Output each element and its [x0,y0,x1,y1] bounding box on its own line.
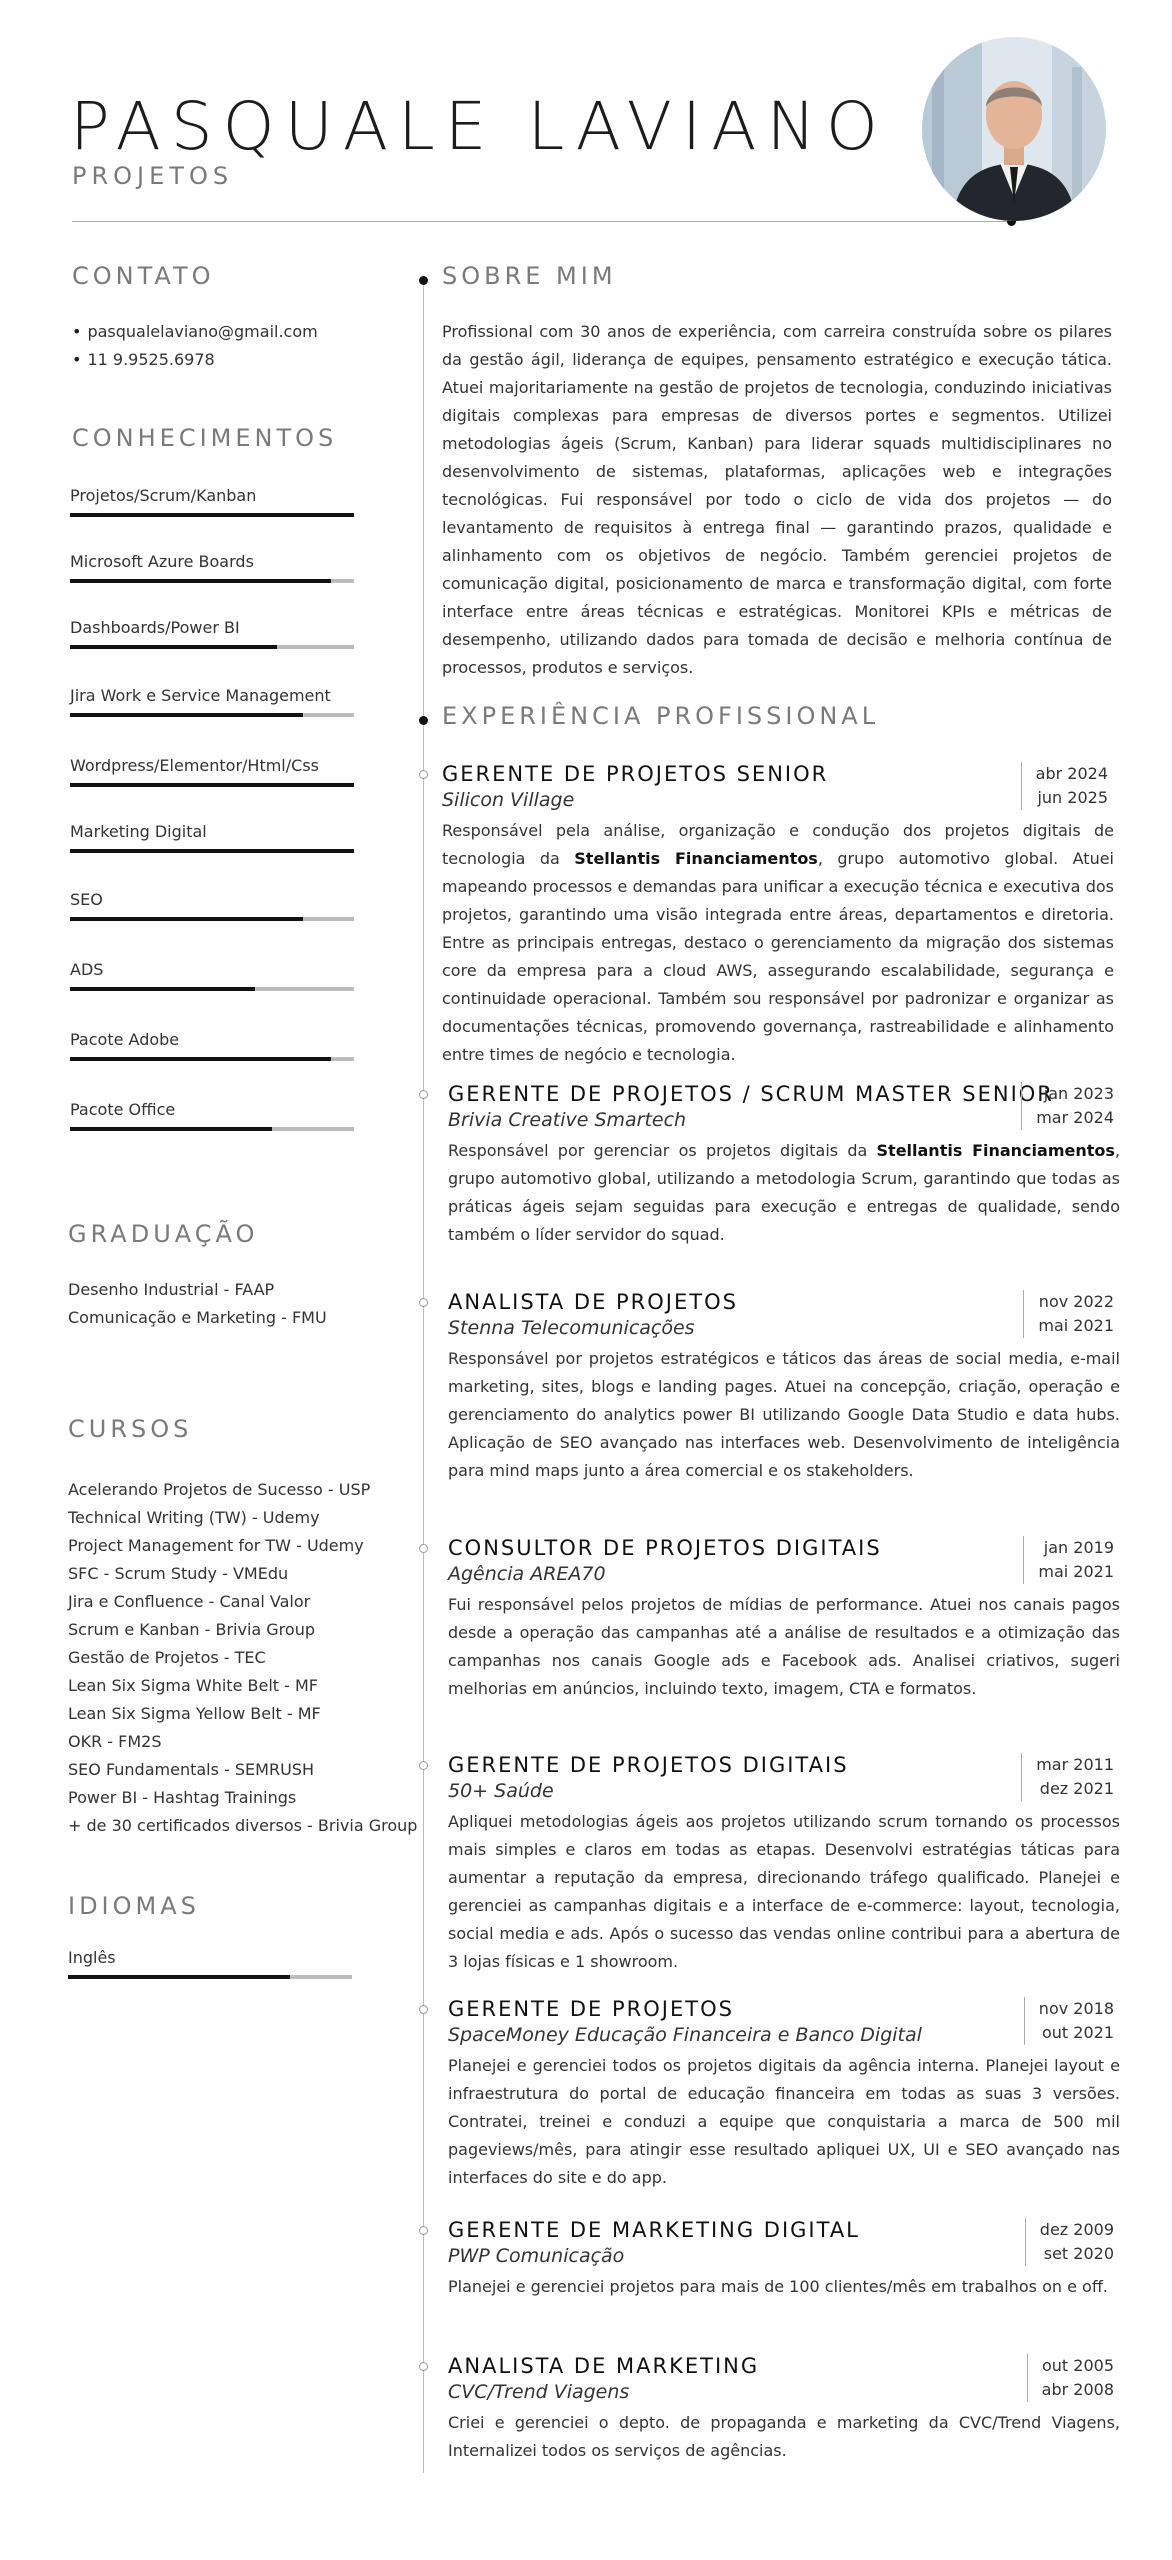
job-dates [1021,1082,1114,1130]
timeline-dot-experience [419,716,428,725]
language-item [68,1948,352,1979]
timeline-marker [419,2362,428,2371]
job-title: ANALISTA DE PROJETOS [448,1290,738,1314]
job-description [448,1808,1120,1976]
job-description-text: Planejei e gerenciei projetos para mais de 100 clientes/mês em trabalhos on e off. [448,2277,1108,2296]
course-item: Lean Six Sigma Yellow Belt - MF [68,1704,321,1723]
skill-item [70,756,354,787]
course-item: SFC - Scrum Study - VMEdu [68,1564,289,1583]
job-description [448,2409,1120,2465]
job-company: PWP Comunicação [448,2245,625,2267]
course-item: Lean Six Sigma White Belt - MF [68,1676,318,1695]
job-title: GERENTE DE MARKETING DIGITAL [448,2218,860,2242]
job-description-highlight: Stellantis Financiamentos [876,1141,1115,1160]
job-title: ANALISTA DE MARKETING [448,2354,760,2378]
skill-label: SEO [70,890,103,909]
contact-email[interactable]: • pasqualelaviano@gmail.com [72,318,318,346]
skill-item [70,1100,354,1131]
job-dates [1021,1753,1114,1801]
job-entry [448,2218,1120,2301]
skill-item [70,552,354,583]
candidate-name: PASQUALE LAVIANO [70,88,888,165]
skill-label: Jira Work e Service Management [70,686,331,705]
job-dates [1024,1997,1114,2045]
course-item: SEO Fundamentals - SEMRUSH [68,1760,314,1779]
about-heading: SOBRE MIM [442,262,617,290]
job-description-text: Apliquei metodologias ágeis aos projetos utilizando scrum tornando os processos mais simples e claros em todas as etapas. Desenvolvi estratégias táticas para aumentar a reputação da empresa, direcionando tráfego qualificado. Planejei e gerenciei as campanhas digitais e a interface de e-commerce: layout, tecnologia, social media e ads. Após o sucesso das vendas online contribui para a abertura de 3 lojas físicas e 1 showroom. [448,1812,1120,1971]
job-date-start: abr 2024 [1035,764,1108,783]
job-date-start: dez 2009 [1039,2220,1114,2239]
job-dates [1023,1290,1114,1338]
skill-bar-fill [70,713,303,717]
profile-photo-illustration [922,37,1106,221]
job-description [448,1137,1120,1249]
experience-heading: EXPERIÊNCIA PROFISSIONAL [442,702,880,730]
skill-bar-fill [70,1127,272,1131]
course-item: Gestão de Projetos - TEC [68,1648,266,1667]
skill-item [70,486,354,517]
skill-bar-track [70,513,354,517]
job-description-text: Responsável por gerenciar os projetos digitais da [448,1141,877,1160]
timeline-line [423,278,424,2473]
contact-phone[interactable]: • 11 9.9525.6978 [72,346,318,374]
skill-label: Wordpress/Elementor/Html/Css [70,756,319,775]
skill-item [70,686,354,717]
courses-heading: CURSOS [68,1415,193,1443]
education-item: Comunicação e Marketing - FMU [68,1308,327,1327]
skill-label: ADS [70,960,104,979]
job-description-text: Responsável pela análise, organização e condução dos projetos digitais de tecnologia da [442,821,1114,868]
course-item: Jira e Confluence - Canal Valor [68,1592,311,1611]
job-date-end: mar 2024 [1036,1108,1114,1127]
job-description [448,1591,1120,1703]
job-entry [442,762,1114,1069]
skill-label: Dashboards/Power BI [70,618,240,637]
job-dates [1025,2218,1114,2266]
job-title: GERENTE DE PROJETOS SENIOR [442,762,829,786]
job-title: GERENTE DE PROJETOS DIGITAIS [448,1753,849,1777]
skill-bar-track [70,579,354,583]
skill-bar-track [70,849,354,853]
job-description [442,817,1114,1069]
job-date-start: jan 2023 [1043,1084,1114,1103]
skill-bar-fill [70,1057,331,1061]
skill-bar-fill [70,645,277,649]
skill-item [70,890,354,921]
contact-heading: CONTATO [72,262,215,290]
course-item: Scrum e Kanban - Brivia Group [68,1620,315,1639]
job-date-end: dez 2021 [1039,1779,1114,1798]
job-date-start: jan 2019 [1043,1538,1114,1557]
job-company: Agência AREA70 [448,1563,606,1585]
skill-label: Microsoft Azure Boards [70,552,254,571]
skill-bar-track [70,1057,354,1061]
languages-heading: IDIOMAS [68,1892,200,1920]
timeline-marker [419,2005,428,2014]
course-item: Power BI - Hashtag Trainings [68,1788,297,1807]
skill-item [70,960,354,991]
job-description-text: Criei e gerenciei o depto. de propaganda e marketing da CVC/Trend Viagens, Internalizei todos os serviços de agências. [448,2413,1120,2460]
timeline-marker [419,1761,428,1770]
skill-bar-fill [70,917,303,921]
job-entry [448,1536,1120,1703]
skill-bar-fill [70,849,354,853]
job-date-end: mai 2021 [1038,1316,1114,1335]
about-text: Profissional com 30 anos de experiência, com carreira construída sobre os pilares da gestão ágil, liderança de equipes, pensamento estratégico e execução tática. Atuei majoritariamente na gestão de projetos de tecnologia, conduzindo iniciativas digitais complexas para empresas de diversos portes e segmentos. Utilizei metodologias ágeis (Scrum, Kanban) para liderar squads multidisciplinares no desenvolvimento de sistemas, plataformas, aplicações web e integrações tecnológicas. Fui responsável por todo o ciclo de vida dos projetos — do levantamento de requisitos à entrega final — garantindo prazos, qualidade e alinhamento com os objetivos de negócio. Também gerenciei projetos de comunicação digital, posicionamento de marca e transformação digital, com forte interface entre áreas técnicas e estratégicas. Monitorei KPIs e métricas de desempenho, utilizando dados para tomada de decisão e melhoria contínua de processos, produtos e serviços. [442,322,1112,677]
job-title: CONSULTOR DE PROJETOS DIGITAIS [448,1536,882,1560]
job-description-text: Responsável por projetos estratégicos e táticos das áreas de social media, e-mail marketing, sites, blogs e landing pages. Atuei na concepção, criação, operação e gerenciamento do analytics power BI utilizando Google Data Studio e data hubs. Aplicação de SEO avançado nas interfaces web. Desenvolvimento de inteligência para mind maps junto a área comercial e os stakeholders. [448,1349,1120,1480]
course-item: OKR - FM2S [68,1732,162,1751]
job-date-end: abr 2008 [1041,2380,1114,2399]
language-bar-fill [68,1975,290,1979]
education-item: Desenho Industrial - FAAP [68,1280,275,1299]
job-dates [1023,1536,1114,1584]
skill-label: Pacote Adobe [70,1030,180,1049]
job-date-end: set 2020 [1043,2244,1114,2263]
job-description-text: Fui responsável pelos projetos de mídias de performance. Atuei nos canais pagos desde a operação das campanhas até a análise de resultados e a otimização das campanhas nos canais Google ads e Facebook ads. Analisei criativos, sugeri melhorias em anúncios, incluindo texto, imagem, CTA e formatos. [448,1595,1120,1698]
course-item: Technical Writing (TW) - Udemy [68,1508,320,1527]
course-item: Acelerando Projetos de Sucesso - USP [68,1480,371,1499]
job-description-highlight: Stellantis Financiamentos [574,849,818,868]
job-description-text-end: , grupo automotivo global. Atuei mapeando processos e demandas para unificar a execução técnica e executiva dos projetos, garantindo uma visão integrada entre áreas, departamentos e diretoria. Entre as principais entregas, destaco o gerenciamento da migração dos sistemas core da empresa para a cloud AWS, assegurando escalabilidade, segurança e continuidade operacional. Também sou responsável por padronizar e organizar as documentações técnicas, promovendo governança, rastreabilidade e alinhamento entre times de negócio e tecnologia. [442,849,1114,1064]
skill-bar-track [70,713,354,717]
skill-label: Marketing Digital [70,822,207,841]
job-company: Brivia Creative Smartech [448,1109,687,1131]
job-date-end: out 2021 [1041,2023,1114,2042]
timeline-marker [419,1298,428,1307]
skill-item [70,1030,354,1061]
skill-bar-track [70,1127,354,1131]
job-description [448,2052,1120,2192]
skill-bar-fill [70,987,255,991]
job-description-text-end: , grupo automotivo global, utilizando a metodologia Scrum, garantindo que todas as práticas ágeis sejam seguidas para execução e entregas de qualidade, sendo também o líder servidor do squad. [448,1141,1120,1244]
skill-label: Projetos/Scrum/Kanban [70,486,257,505]
job-title: GERENTE DE PROJETOS [448,1997,734,2021]
skill-item [70,822,354,853]
job-entry [448,2354,1120,2465]
job-date-start: nov 2018 [1038,1999,1114,2018]
candidate-subtitle: PROJETOS [72,162,234,190]
job-date-end: jun 2025 [1037,788,1108,807]
skill-bar-fill [70,579,331,583]
job-company: Stenna Telecomunicações [448,1317,695,1339]
timeline-dot-about [419,276,428,285]
skill-bar-track [70,645,354,649]
skill-bar-fill [70,783,354,787]
profile-photo [922,37,1106,221]
timeline-marker [419,770,428,779]
job-company: 50+ Saúde [448,1780,554,1802]
skill-label: Pacote Office [70,1100,176,1119]
job-company: CVC/Trend Viagens [448,2381,630,2403]
job-company: Silicon Village [442,789,575,811]
job-description [448,2273,1120,2301]
header-divider [72,221,1012,222]
language-label: Inglês [68,1948,116,1967]
job-date-end: mai 2021 [1038,1562,1114,1581]
job-title: GERENTE DE PROJETOS / SCRUM MASTER SENIOR [448,1082,1054,1106]
contact-list [72,318,318,374]
job-description [448,1345,1120,1485]
language-bar-track [68,1975,352,1979]
skill-bar-track [70,917,354,921]
job-company: SpaceMoney Educação Financeira e Banco Digital [448,2024,922,2046]
course-item: Project Management for TW - Udemy [68,1536,364,1555]
job-dates [1021,762,1108,810]
job-entry [448,1082,1120,1249]
job-date-start: nov 2022 [1038,1292,1114,1311]
timeline-marker [419,1090,428,1099]
skills-heading: CONHECIMENTOS [72,424,338,452]
job-entry [448,1290,1120,1485]
education-heading: GRADUAÇÃO [68,1220,259,1248]
courses-list [68,1476,417,1840]
education-list [68,1276,327,1332]
job-entry [448,1753,1120,1976]
job-dates [1027,2354,1114,2402]
timeline-marker [419,1544,428,1553]
skill-bar-fill [70,513,354,517]
skill-item [70,618,354,649]
course-item: + de 30 certificados diversos - Brivia Group [68,1816,418,1835]
timeline-marker [419,2226,428,2235]
job-description-text: Planejei e gerenciei todos os projetos digitais da agência interna. Planejei layout e infraestrutura do portal de educação financeira em todas as suas 3 versões. Contratei, treinei e conduzi a equipe que conquistaria a marca de 500 mil pageviews/mês, para atingir esse resultado apliquei UX, UI e SEO avançado nas interfaces do site e do app. [448,2056,1120,2187]
job-date-start: mar 2011 [1036,1755,1114,1774]
job-date-start: out 2005 [1041,2356,1114,2375]
skill-bar-track [70,783,354,787]
skill-bar-track [70,987,354,991]
job-entry [448,1997,1120,2192]
